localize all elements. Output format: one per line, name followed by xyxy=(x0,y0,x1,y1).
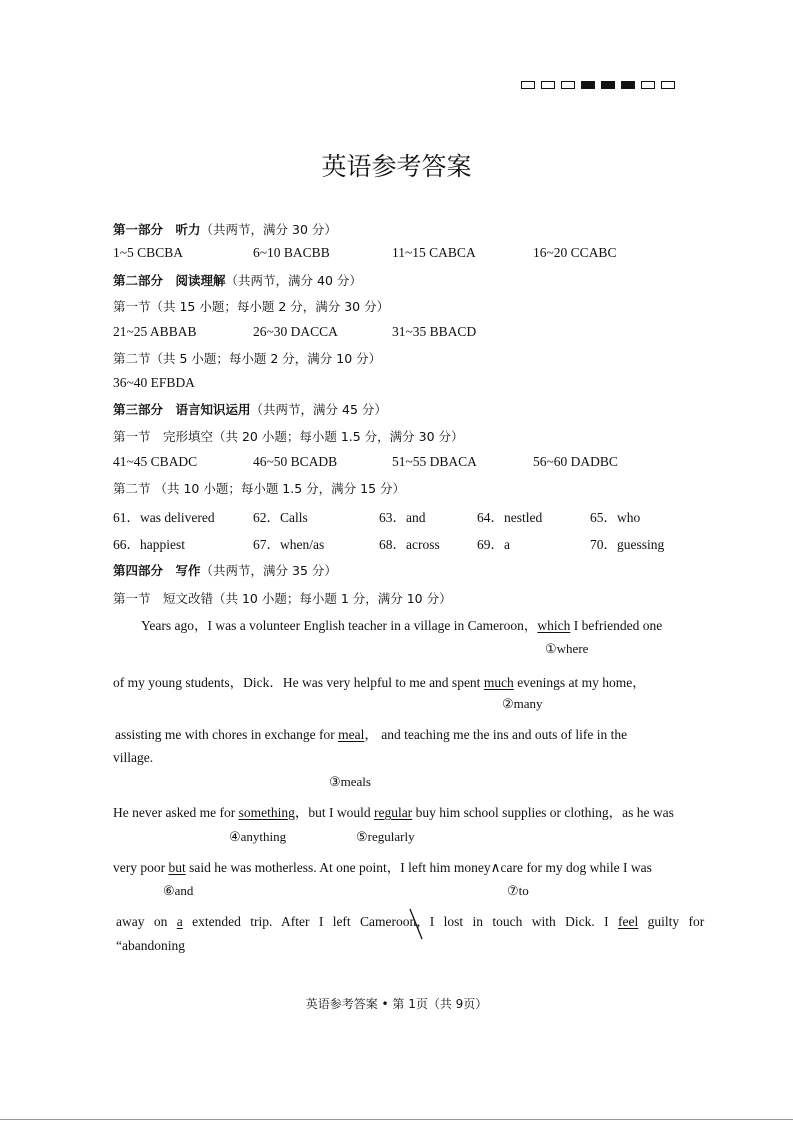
passage-line xyxy=(113,801,685,821)
passage-line xyxy=(116,910,705,930)
correction: ④anything xyxy=(229,829,287,844)
grammar-answer: 64．nestled xyxy=(477,510,543,525)
part1-heading-text: 第一部分 听力 xyxy=(113,222,201,237)
part3-answer: 51~55 DBACA xyxy=(392,454,477,469)
grammar-answer: 68．across xyxy=(379,537,440,552)
header-box xyxy=(621,81,635,89)
passage-text: extended trip. After I left Cameroon，I lost in touch with Dick. I xyxy=(182,914,619,929)
passage-line xyxy=(113,856,685,876)
passage-text: of my young students，Dick．He was very helpful to me and spent xyxy=(113,675,484,690)
part3-section2-label: 第二节 （共 10 小题；每小题 1.5 分，满分 15 分） xyxy=(113,481,406,496)
error-word: a xyxy=(176,914,183,929)
header-box xyxy=(521,81,535,89)
passage-line xyxy=(113,671,685,691)
passage-text: I befriended one xyxy=(570,618,663,633)
grammar-answer: 65．who xyxy=(590,510,641,525)
part2-answer: 21~25 ABBAB xyxy=(113,324,197,339)
passage-text: He never asked me for xyxy=(113,805,239,820)
grammar-answer: 67．when/as xyxy=(253,537,325,552)
error-word: which xyxy=(537,618,571,633)
part2-note: （共两节，满分 40 分） xyxy=(225,273,362,288)
part2-answer: 31~35 BBACD xyxy=(392,324,477,339)
grammar-answer: 62．Calls xyxy=(253,510,308,525)
part2-heading xyxy=(113,272,362,290)
header-box xyxy=(601,81,615,89)
bottom-rule xyxy=(0,1119,793,1120)
part3-answer: 46~50 BCADB xyxy=(253,454,338,469)
part1-answer: 11~15 CABCA xyxy=(392,245,476,260)
correction: ⑦to xyxy=(507,883,529,898)
part4-section1-label: 第一节 短文改错（共 10 小题；每小题 1 分，满分 10 分） xyxy=(113,591,452,606)
header-decoration xyxy=(521,81,675,89)
part1-note: （共两节，满分 30 分） xyxy=(200,222,337,237)
part4-heading-text: 第四部分 写作 xyxy=(113,563,201,578)
part2-section2-label: 第二节（共 5 小题；每小题 2 分，满分 10 分） xyxy=(113,351,382,366)
part3-answer: 56~60 DADBC xyxy=(533,454,618,469)
header-box xyxy=(561,81,575,89)
part2-section1-label: 第一节（共 15 小题；每小题 2 分，满分 30 分） xyxy=(113,299,390,314)
passage-text: assisting me with chores in exchange for xyxy=(115,727,339,742)
grammar-answer: 66．happiest xyxy=(113,537,185,552)
grammar-answer: 61．was delivered xyxy=(113,510,215,525)
passage-text: care for my dog while I was xyxy=(500,860,652,875)
part1-answer: 6~10 BACBB xyxy=(253,245,330,260)
part3-heading xyxy=(113,401,387,419)
part3-answer: 41~45 CBADC xyxy=(113,454,198,469)
header-box xyxy=(541,81,555,89)
part4-note: （共两节，满分 35 分） xyxy=(200,563,337,578)
part4-heading xyxy=(113,562,337,580)
part1-answer: 1~5 CBCBA xyxy=(113,245,183,260)
grammar-answer: 69．a xyxy=(477,537,510,552)
deletion-slash xyxy=(409,908,424,940)
page-footer: 英语参考答案 • 第 1页（共 9页） xyxy=(305,997,488,1011)
passage-text: ， and teaching me the ins and outs of life in the xyxy=(364,727,628,742)
passage-line: village. xyxy=(113,750,154,765)
correction: ②many xyxy=(502,696,543,711)
passage-text: evenings at my home， xyxy=(513,675,646,690)
passage-line: “abandoning xyxy=(116,938,185,953)
error-word: meal xyxy=(338,727,365,742)
error-word: much xyxy=(483,675,514,690)
passage-line xyxy=(141,614,685,634)
part2-heading-text: 第二部分 阅读理解 xyxy=(113,273,226,288)
header-box xyxy=(661,81,675,89)
grammar-answer: 63．and xyxy=(379,510,426,525)
passage-text: Years ago，I was a volunteer English teacher in a village in Cameroon， xyxy=(141,618,538,633)
passage-text: guilty for xyxy=(638,914,705,929)
insertion-caret: ∧ xyxy=(490,860,501,875)
part1-heading xyxy=(113,221,337,239)
error-word: something xyxy=(238,805,295,820)
correction: ①where xyxy=(545,641,589,656)
passage-text: away on xyxy=(116,914,177,929)
passage-text: buy him school supplies or clothing，as he was xyxy=(412,805,674,820)
page-title: 英语参考答案 xyxy=(321,152,472,181)
correction: ⑥and xyxy=(163,883,194,898)
passage-text: said he was motherless. At one point，I left him money xyxy=(185,860,491,875)
error-word: feel xyxy=(618,914,639,929)
correction: ③meals xyxy=(329,774,371,789)
passage-line xyxy=(115,723,685,743)
grammar-answer: 70．guessing xyxy=(590,537,665,552)
part1-answer: 16~20 CCABC xyxy=(533,245,617,260)
passage-text: very poor xyxy=(113,860,169,875)
part3-heading-text: 第三部分 语言知识运用 xyxy=(113,402,251,417)
error-word: but xyxy=(168,860,186,875)
correction: ⑤regularly xyxy=(356,829,415,844)
part2-answer: 36~40 EFBDA xyxy=(113,375,195,390)
error-word: regular xyxy=(373,805,413,820)
part3-section1-label: 第一节 完形填空（共 20 小题；每小题 1.5 分，满分 30 分） xyxy=(113,429,464,444)
part2-answer: 26~30 DACCA xyxy=(253,324,338,339)
header-box xyxy=(641,81,655,89)
part3-note: （共两节，满分 45 分） xyxy=(250,402,387,417)
passage-text: ，but I would xyxy=(294,805,374,820)
header-box xyxy=(581,81,595,89)
